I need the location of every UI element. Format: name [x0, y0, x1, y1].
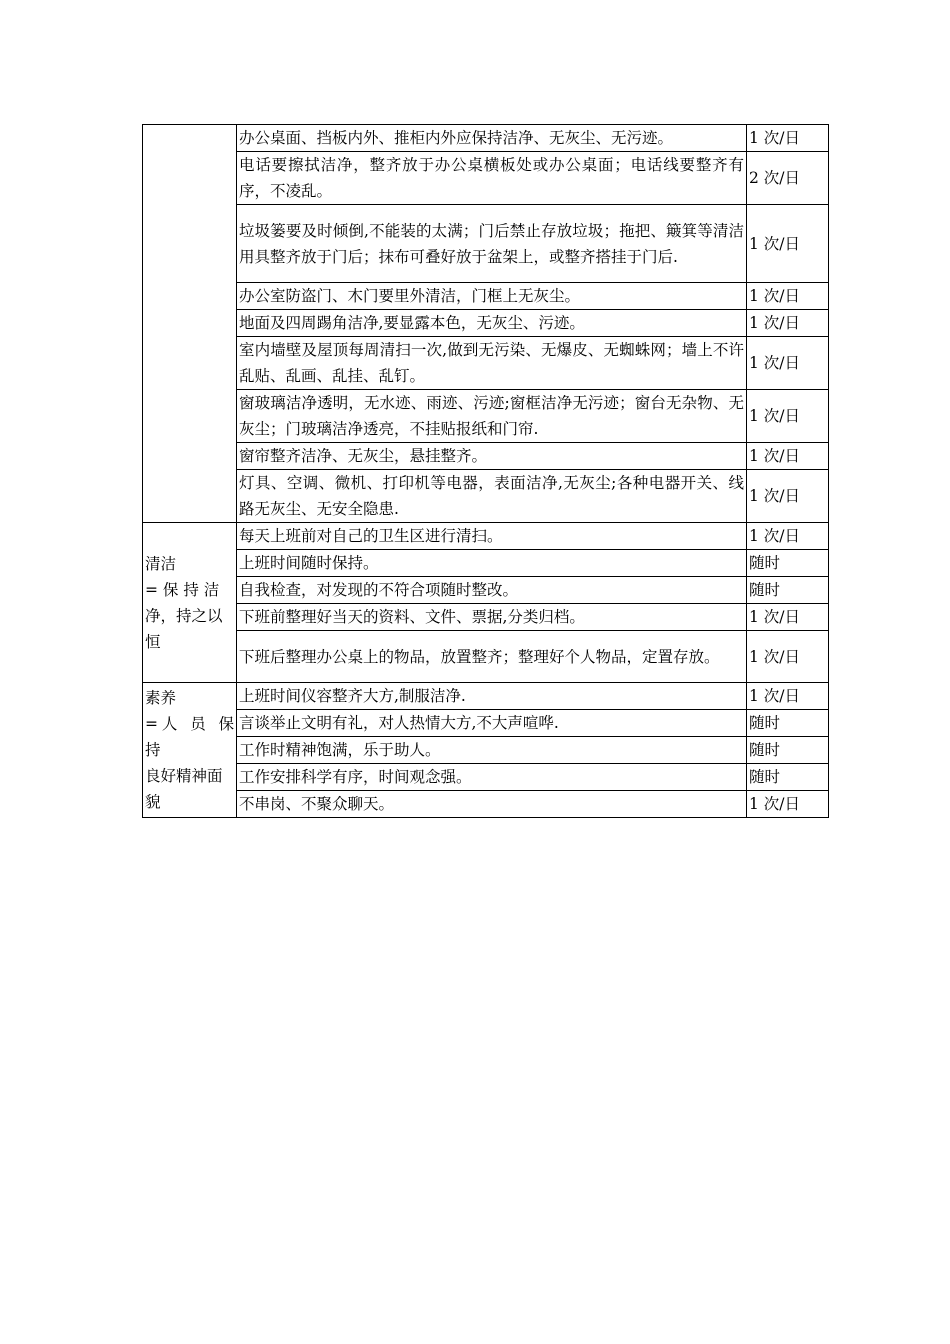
category-line: = 保 持 洁	[145, 580, 220, 599]
frequency-text: 1 次/日	[747, 523, 829, 550]
frequency-text: 1 次/日	[747, 631, 829, 683]
frequency-text: 1 次/日	[747, 390, 829, 443]
requirement-text: 办公桌面、挡板内外、推柜内外应保持洁净、无灰尘、无污迹。	[237, 125, 747, 152]
category-line: 貌	[145, 793, 161, 811]
table-row	[143, 710, 829, 737]
frequency-text: 1 次/日	[747, 791, 829, 818]
category-line: 素养	[145, 689, 177, 707]
table-row	[143, 737, 829, 764]
frequency-text: 随时	[747, 550, 829, 577]
table-row	[143, 125, 829, 152]
requirement-text: 下班后整理办公桌上的物品，放置整齐；整理好个人物品，定置存放。	[237, 631, 747, 683]
table-row	[143, 205, 829, 283]
table-row	[143, 310, 829, 337]
frequency-text: 随时	[747, 737, 829, 764]
table-row	[143, 283, 829, 310]
frequency-text: 1 次/日	[747, 683, 829, 710]
table-row	[143, 390, 829, 443]
category-cell	[143, 683, 237, 818]
table-row	[143, 791, 829, 818]
frequency-text: 随时	[747, 764, 829, 791]
table-row	[143, 443, 829, 470]
requirement-text: 自我检查，对发现的不符合项随时整改。	[237, 577, 747, 604]
requirement-text: 下班前整理好当天的资料、文件、票据,分类归档。	[237, 604, 747, 631]
table-row	[143, 683, 829, 710]
category-cell	[143, 523, 237, 683]
frequency-text: 1 次/日	[747, 310, 829, 337]
frequency-text: 随时	[747, 710, 829, 737]
frequency-text: 1 次/日	[747, 283, 829, 310]
table-row	[143, 604, 829, 631]
requirement-text: 上班时间仪容整齐大方,制服洁净.	[237, 683, 747, 710]
frequency-text: 1 次/日	[747, 470, 829, 523]
requirement-text: 窗帘整齐洁净、无灰尘，悬挂整齐。	[237, 443, 747, 470]
table-row	[143, 337, 829, 390]
frequency-text: 1 次/日	[747, 205, 829, 283]
table-row	[143, 152, 829, 205]
category-line: 净，持之以	[145, 606, 223, 625]
table-row	[143, 577, 829, 604]
requirement-text: 垃圾篓要及时倾倒,不能装的太满；门后禁止存放垃圾；拖把、簸箕等清洁用具整齐放于门后；抹布可叠好放于盆架上，或整齐搭挂于门后.	[237, 205, 747, 283]
table-row	[143, 470, 829, 523]
requirement-text: 工作时精神饱满，乐于助人。	[237, 737, 747, 764]
frequency-text: 2 次/日	[747, 152, 829, 205]
requirement-text: 地面及四周踢角洁净,要显露本色，无灰尘、污迹。	[237, 310, 747, 337]
frequency-text: 1 次/日	[747, 337, 829, 390]
table-row	[143, 550, 829, 577]
requirement-text: 不串岗、不聚众聊天。	[237, 791, 747, 818]
frequency-text: 1 次/日	[747, 125, 829, 152]
category-cell	[143, 125, 237, 523]
table-row	[143, 631, 829, 683]
category-line: 恒	[145, 632, 161, 651]
requirement-text: 电话要擦拭洁净，整齐放于办公桌横板处或办公桌面；电话线要整齐有序，不凌乱。	[237, 152, 747, 205]
requirement-text: 每天上班前对自己的卫生区进行清扫。	[237, 523, 747, 550]
requirement-text: 工作安排科学有序，时间观念强。	[237, 764, 747, 791]
frequency-text: 1 次/日	[747, 604, 829, 631]
category-line: =人 员 保 持	[145, 715, 234, 759]
requirement-text: 室内墙壁及屋顶每周清扫一次,做到无污染、无爆皮、无蜘蛛网；墙上不许乱贴、乱画、乱挂、乱钉。	[237, 337, 747, 390]
category-line: 清洁	[145, 554, 177, 573]
table-row	[143, 523, 829, 550]
standards-table	[142, 124, 829, 818]
requirement-text: 灯具、空调、微机、打印机等电器，表面洁净,无灰尘;各种电器开关、线路无灰尘、无安全隐患.	[237, 470, 747, 523]
requirement-text: 上班时间随时保持。	[237, 550, 747, 577]
requirement-text: 窗玻璃洁净透明，无水迹、雨迹、污迹;窗框洁净无污迹；窗台无杂物、无灰尘；门玻璃洁净透亮，不挂贴报纸和门帘.	[237, 390, 747, 443]
frequency-text: 随时	[747, 577, 829, 604]
table-row	[143, 764, 829, 791]
requirement-text: 言谈举止文明有礼，对人热情大方,不大声喧哗.	[237, 710, 747, 737]
requirement-text: 办公室防盗门、木门要里外清洁，门框上无灰尘。	[237, 283, 747, 310]
category-line: 良好精神面	[145, 767, 223, 785]
frequency-text: 1 次/日	[747, 443, 829, 470]
